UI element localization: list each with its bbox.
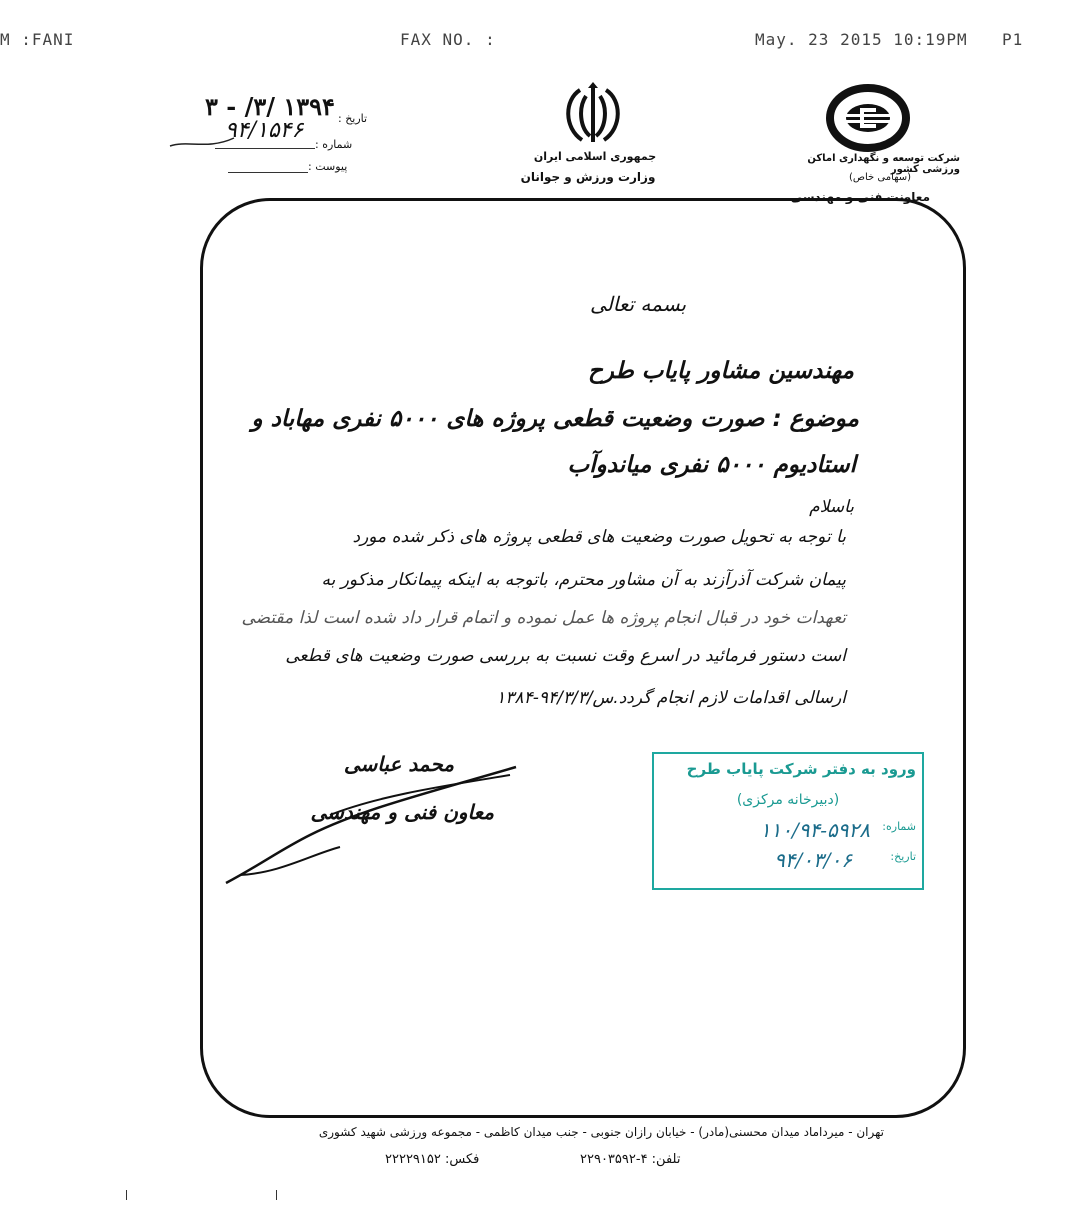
attachment-label: پیوست :: [308, 160, 348, 173]
fax-number: FAX NO. :: [400, 30, 496, 49]
body-line-3: تعهدات خود در قبال انجام پروژه ها عمل نموده و اتمام قرار داد شده است لذا مقتضی: [241, 608, 846, 628]
government-name: جمهوری اسلامی ایران: [533, 150, 657, 163]
fax-page: P1: [1002, 30, 1024, 49]
date-label: تاریخ :: [338, 112, 368, 125]
ministry-name: وزارت ورزش و جوانان: [520, 170, 656, 184]
stamp-number-label: شماره:: [882, 820, 916, 833]
receipt-stamp: [652, 752, 924, 890]
body-line-4: است دستور فرمائید در اسرع وقت نسبت به بررسی صورت وضعیت های قطعی: [285, 646, 846, 666]
letter-number-value: ۹۴/۱۵۴۶: [225, 118, 304, 143]
handwritten-signature: [220, 755, 530, 890]
body-line-1: با توجه به تحویل صورت وضعیت های قطعی پروژه های ذکر شده مورد: [352, 527, 846, 547]
stamp-date-value: ۹۴/۰۳/۰۶: [774, 848, 852, 872]
stamp-date-label: تاریخ:: [890, 850, 916, 863]
footer-address: تهران - میرداماد میدان محسنی(مادر) - خیابان رازان جنوبی - جنب میدان کاظمی - مجموعه ورزشی شهید کشوری: [318, 1125, 884, 1139]
company-type: (سهامی خاص): [848, 172, 912, 183]
footer-phone: تلفن: ۴-۲۲۹۰۳۵۹۲: [580, 1152, 681, 1167]
subject-line-2: استادیوم ۵۰۰۰ نفری میاندوآب: [567, 452, 856, 478]
handwriting-stroke: [168, 130, 238, 154]
department-name: معاونت فنی و مهندسی: [790, 190, 930, 204]
stamp-title: ورود به دفتر شرکت پایاب طرح: [686, 760, 916, 778]
company-logo-icon: [826, 84, 910, 152]
body-line-2: پیمان شرکت آذرآزند به آن مشاور محترم، باتوجه به اینکه پیمانکار مذکور به: [321, 570, 846, 590]
fax-datetime: May. 23 2015 10:19PM: [755, 30, 968, 49]
greeting: باسلام: [809, 497, 854, 517]
footer-fax: فکس: ۲۲۲۲۹۱۵۲: [385, 1152, 480, 1167]
signatory-name: محمد عباسی: [343, 752, 454, 776]
recipient: مهندسین مشاور پایاب طرح: [587, 358, 854, 384]
date-value: ۱۳۹۴ /۳/ - ۳: [205, 92, 335, 121]
iran-emblem-icon: [560, 82, 626, 146]
letter-heading: بسمه تعالی: [590, 292, 687, 316]
stamp-number-value: ۱۱۰/۹۴-۵۹۲۸: [759, 818, 870, 842]
letter-number-label: شماره :: [315, 138, 353, 151]
stamp-subtitle: (دبیرخانه مرکزی): [736, 792, 840, 808]
body-line-5: ارسالی اقدامات لازم انجام گردد.س/۹۴/۳/۳-۱۳۸۴: [496, 688, 846, 708]
fax-sender: M :FANI: [0, 30, 75, 49]
scan-mark: [276, 1190, 277, 1200]
scan-mark: [126, 1190, 127, 1200]
subject-line-1: موضوع : صورت وضعیت قطعی پروژه های ۵۰۰۰ نفری مهاباد و: [251, 406, 859, 432]
signatory-title: معاون فنی و مهندسی: [310, 800, 494, 824]
company-name: شرکت توسعه و نگهداری اماکن ورزشی کشور: [807, 153, 960, 175]
attachment-underline: [228, 172, 308, 173]
